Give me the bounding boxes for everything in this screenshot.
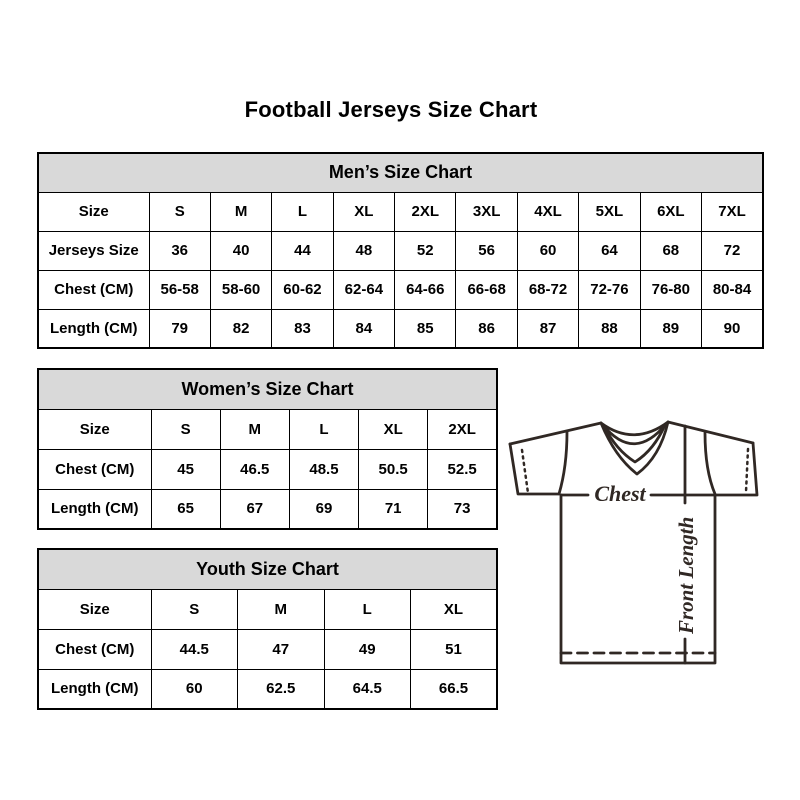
front-length-label: Front Length [674,516,698,634]
cell-value: 67 [220,489,289,529]
measurement-row [38,231,763,270]
cell-value: 52.5 [428,449,497,489]
jersey-left-cuff-seam [522,450,528,493]
cell-value: 66.5 [411,669,498,709]
cell-value: M [238,589,325,629]
cell-value: 2XL [428,409,497,449]
cell-value: 5XL [579,192,640,231]
chest-label: Chest [594,481,646,506]
cell-value: 90 [702,309,763,348]
cell-value: 44.5 [151,629,238,669]
cell-value: 52 [395,231,456,270]
cell-value: 79 [149,309,210,348]
cell-value: 48.5 [289,449,358,489]
cell-value: 6XL [640,192,701,231]
cell-value: 68-72 [517,270,578,309]
row-label: Chest (CM) [38,449,151,489]
cell-value: 51 [411,629,498,669]
youth-size-table [37,548,498,710]
cell-value: 80-84 [702,270,763,309]
table-title-row [38,549,497,589]
cell-value: S [151,409,220,449]
cell-value: 58-60 [210,270,271,309]
cell-value: 66-68 [456,270,517,309]
cell-value: 36 [149,231,210,270]
cell-value: 88 [579,309,640,348]
womens-size-table [37,368,498,530]
measurement-row [38,270,763,309]
cell-value: 3XL [456,192,517,231]
size-header-row [38,589,497,629]
cell-value: 7XL [702,192,763,231]
page-title: Football Jerseys Size Chart [244,97,538,122]
cell-value: 49 [324,629,411,669]
jersey-right-armhole [705,433,715,494]
row-label: Chest (CM) [38,270,149,309]
cell-value: S [151,589,238,629]
cell-value: 84 [333,309,394,348]
cell-value: 89 [640,309,701,348]
cell-value: 2XL [395,192,456,231]
cell-value: 69 [289,489,358,529]
cell-value: 62-64 [333,270,394,309]
row-label: Length (CM) [38,309,149,348]
cell-value: 85 [395,309,456,348]
cell-value: 65 [151,489,220,529]
cell-value: 62.5 [238,669,325,709]
table-title: Women’s Size Chart [38,369,497,409]
cell-value: 64.5 [324,669,411,709]
measurement-row [38,449,497,489]
cell-value: XL [333,192,394,231]
row-label: Size [38,409,151,449]
cell-value: XL [411,589,498,629]
cell-value: L [324,589,411,629]
jersey-left-sleeve [510,444,558,494]
cell-value: 60 [151,669,238,709]
cell-value: 56 [456,231,517,270]
cell-value: 56-58 [149,270,210,309]
cell-value: 64-66 [395,270,456,309]
cell-value: L [289,409,358,449]
cell-value: XL [359,409,428,449]
cell-value: M [220,409,289,449]
cell-value: 72-76 [579,270,640,309]
jersey-left-armhole [559,432,567,494]
cell-value: 44 [272,231,333,270]
measurement-row [38,629,497,669]
jersey-left-shoulder [510,423,601,444]
cell-value: 68 [640,231,701,270]
cell-value: L [272,192,333,231]
cell-value: M [210,192,271,231]
table-title-row [38,153,763,192]
cell-value: 50.5 [359,449,428,489]
cell-value: 4XL [517,192,578,231]
cell-value: 45 [151,449,220,489]
cell-value: 72 [702,231,763,270]
cell-value: 87 [517,309,578,348]
measurement-row [38,669,497,709]
jersey-right-cuff-seam [746,449,748,492]
size-header-row [38,409,497,449]
row-label: Size [38,192,149,231]
cell-value: 60 [517,231,578,270]
row-label: Size [38,589,151,629]
cell-value: 83 [272,309,333,348]
cell-value: 40 [210,231,271,270]
table-title: Men’s Size Chart [38,153,763,192]
cell-value: 76-80 [640,270,701,309]
cell-value: 71 [359,489,428,529]
row-label: Chest (CM) [38,629,151,669]
size-header-row [38,192,763,231]
row-label: Length (CM) [38,669,151,709]
table-title: Youth Size Chart [38,549,497,589]
cell-value: S [149,192,210,231]
row-label: Jerseys Size [38,231,149,270]
table-title-row [38,369,497,409]
measurement-row [38,309,763,348]
row-label: Length (CM) [38,489,151,529]
cell-value: 64 [579,231,640,270]
jersey-outline [510,422,757,663]
cell-value: 48 [333,231,394,270]
jersey-measurement-diagram [503,405,773,675]
jersey-right-shoulder [668,422,753,443]
mens-size-table [37,152,764,349]
measurement-row [38,489,497,529]
jersey-right-sleeve [715,443,757,495]
cell-value: 46.5 [220,449,289,489]
cell-value: 86 [456,309,517,348]
cell-value: 60-62 [272,270,333,309]
cell-value: 47 [238,629,325,669]
cell-value: 73 [428,489,497,529]
cell-value: 82 [210,309,271,348]
